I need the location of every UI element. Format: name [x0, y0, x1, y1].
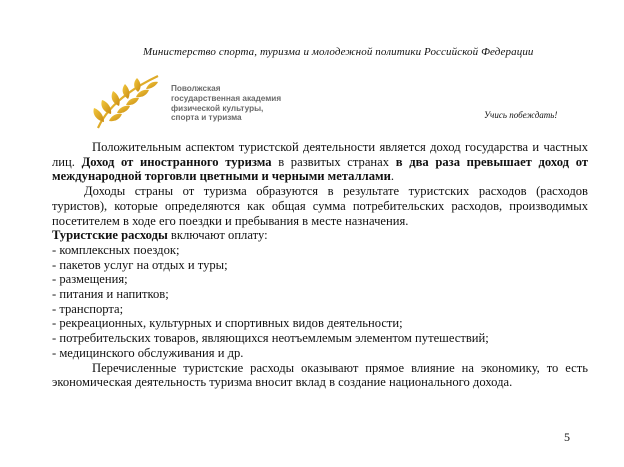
paragraph-2: Доходы страны от туризма образуются в результате туристских расходов (расходов туристов), которые определяются как общая сумма потребительских расходов, производимых посетителем в ходе его поездки и пребывания в месте назначения.: [52, 184, 588, 228]
list-item: - размещения;: [52, 272, 128, 287]
list-item: - пакетов услуг на отдых и туры;: [52, 257, 228, 272]
ministry-header: Министерство спорта, туризма и молодежной политики Российской Федерации: [143, 46, 534, 58]
page-number: 5: [564, 430, 570, 444]
list-item: - медицинского обслуживания и др.: [52, 345, 244, 360]
list-item: - рекреационных, культурных и спортивных видов деятельности;: [52, 316, 403, 331]
list-item: - питания и напитков;: [52, 287, 169, 302]
paragraph-4: Перечисленные туристские расходы оказывают прямое влияние на экономику, то есть экономическая деятельность туризма вносит вклад в создание национального дохода.: [52, 360, 588, 390]
academy-line: физической культуры,: [171, 103, 264, 113]
bold-text: Туристские расходы: [52, 228, 168, 243]
list-item: - транспорта;: [52, 301, 124, 316]
motto: Учись побеждать!: [484, 110, 558, 120]
academy-line: спорта и туризма: [171, 113, 242, 123]
list-item: - комплексных поездок;: [52, 242, 180, 257]
text-span: .: [390, 169, 395, 184]
text-span: Положительным аспектом туристской деятельности является доход государства и частных лиц.: [52, 140, 588, 169]
academy-line: государственная академия: [171, 93, 282, 103]
paragraph-1: [52, 140, 588, 184]
bold-text: в два раза превышает доход от международной торговли цветными и черными металлами: [52, 154, 589, 184]
academy-line: Поволжская: [171, 84, 221, 93]
text-span: включают оплату:: [167, 228, 268, 243]
list-item: - потребительских товаров, являющихся неотъемлемым элементом путешествий;: [52, 331, 489, 346]
bold-text: Доход от иностранного туризма: [81, 154, 272, 169]
paragraph-3: [52, 228, 588, 243]
text-span: в развитых странах: [271, 154, 396, 169]
laurel-wreath-icon: [84, 70, 184, 134]
document-body: [52, 140, 588, 390]
academy-name: [171, 84, 281, 123]
